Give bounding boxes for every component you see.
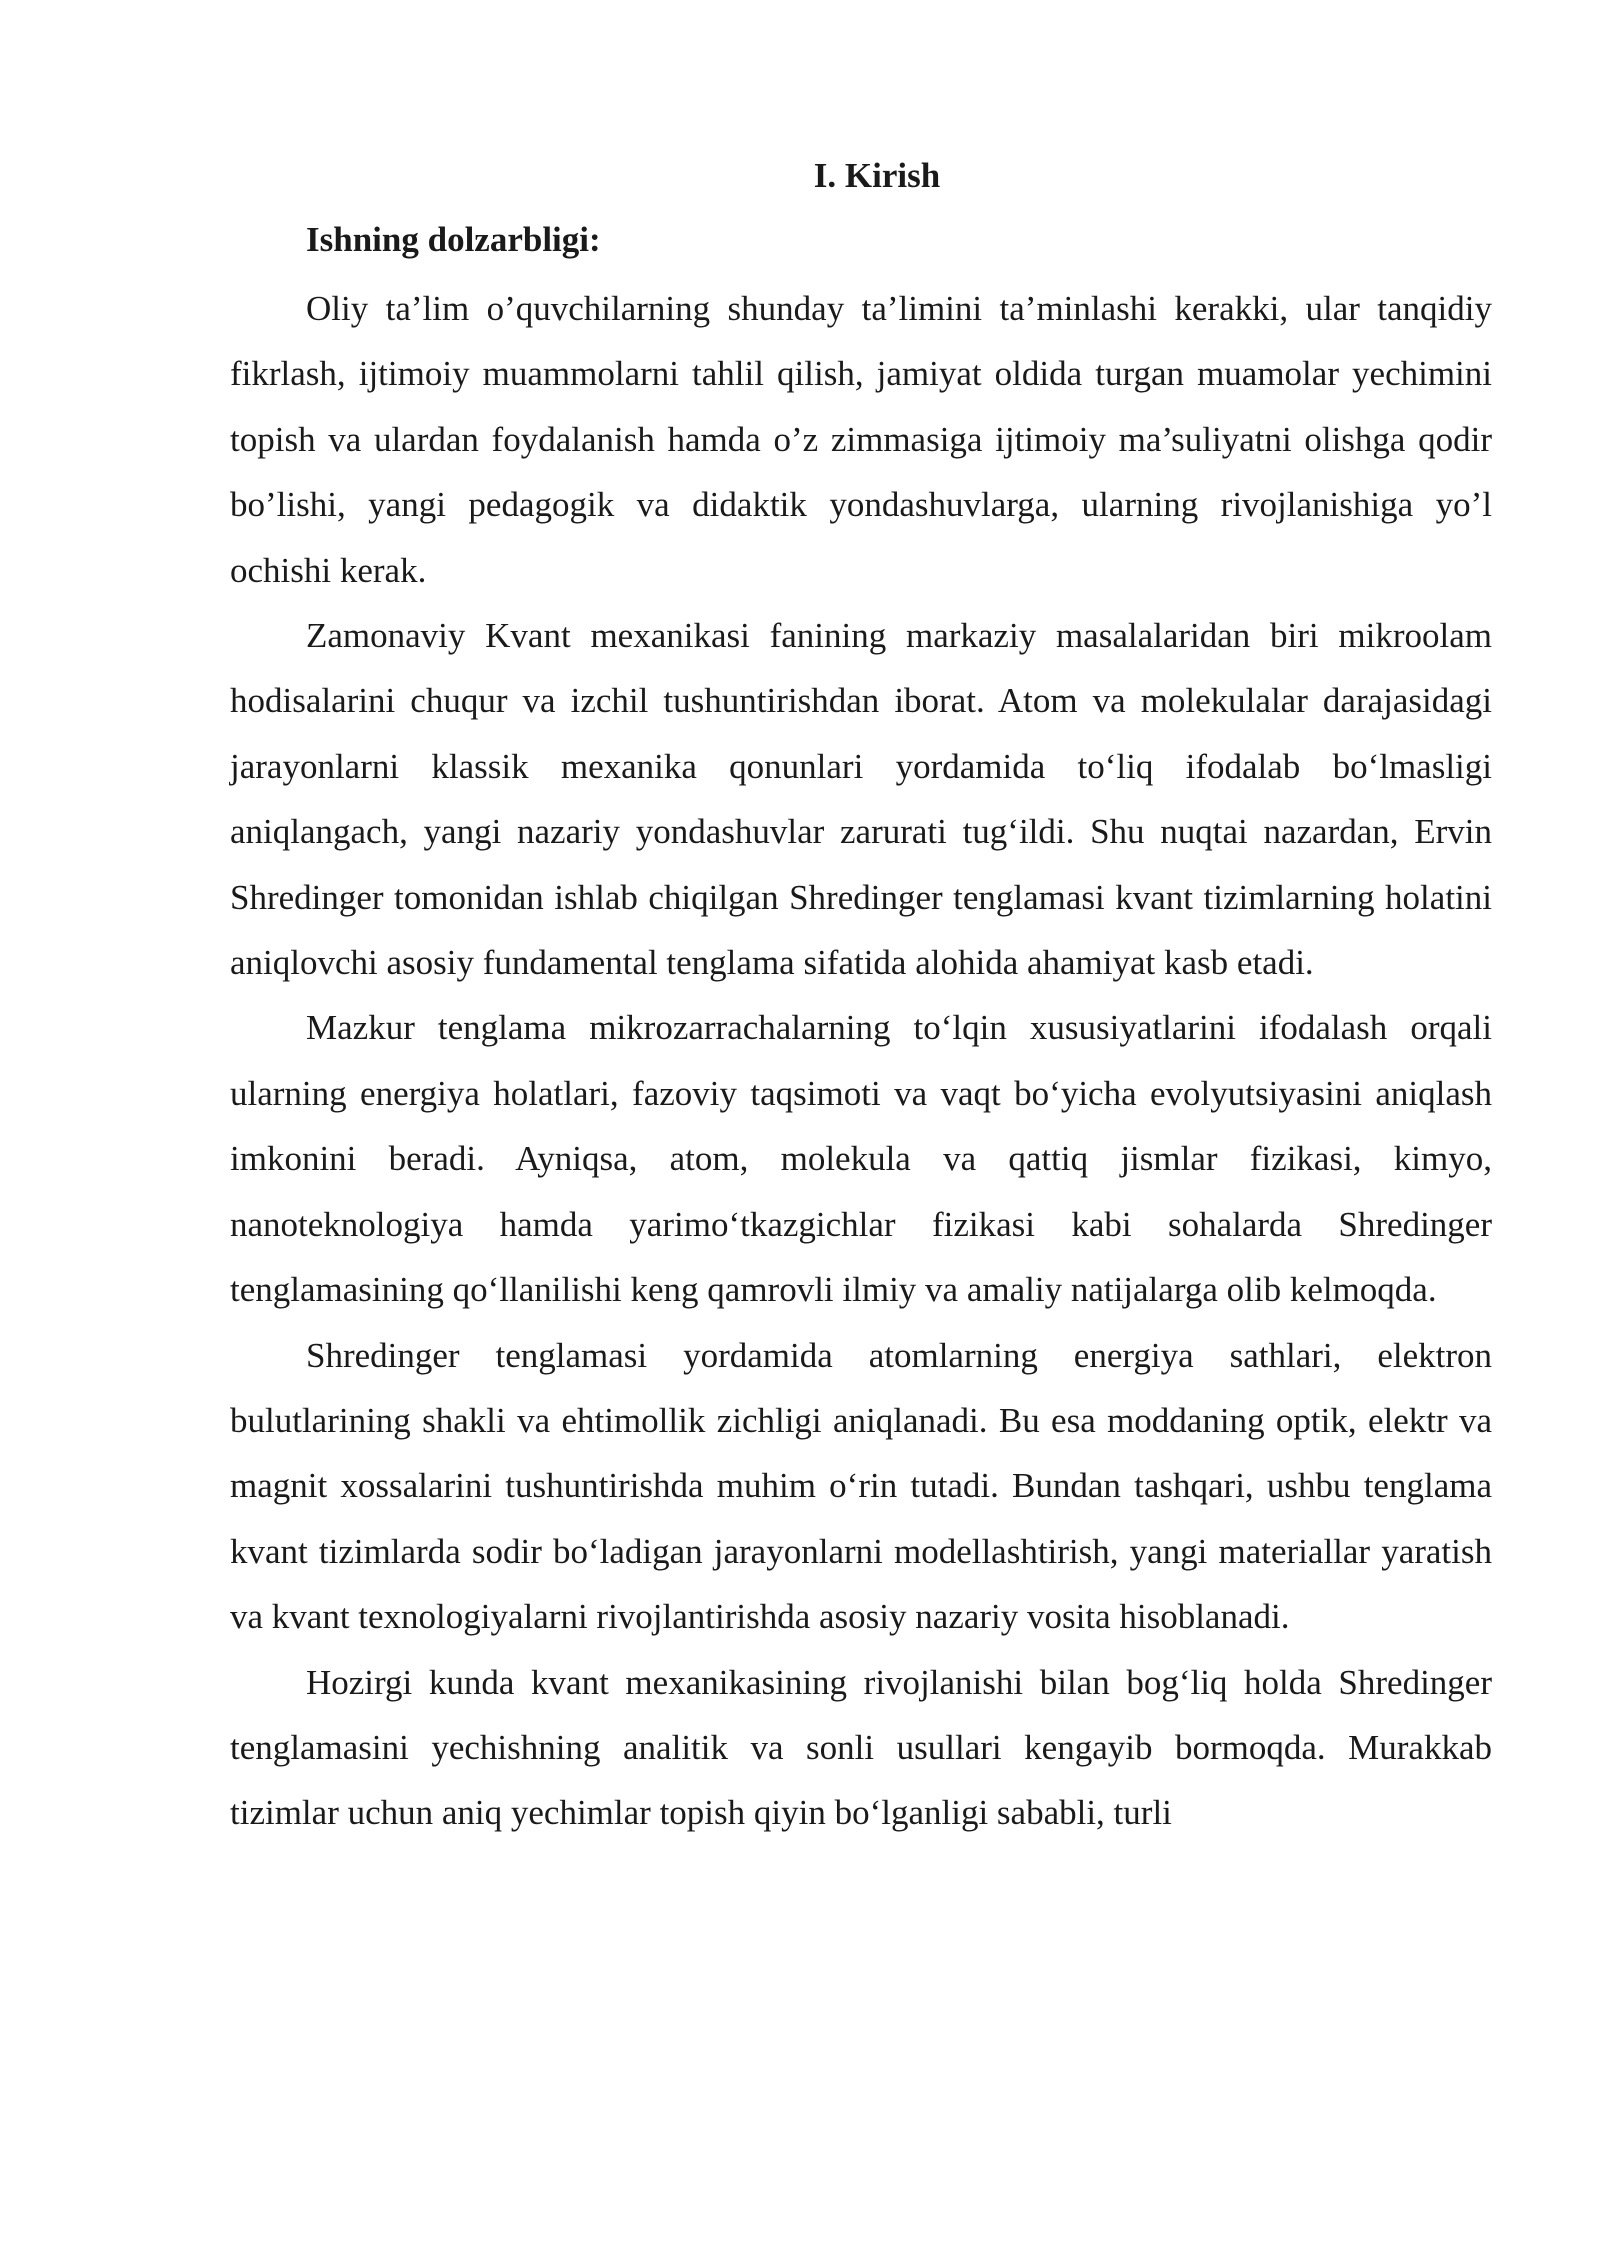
subsection-heading: Ishning dolzarbligi: (306, 220, 601, 259)
paragraph-5: Hozirgi kunda kvant mexanikasining rivojlanishi bilan bog‘liq holda Shredinger tenglamasini yechishning analitik va sonli usullari kengayib bormoqda. Murakkab tizimlar uchun aniq yechimlar topish qiyin bo‘lganligi sababli, turli (230, 1662, 1492, 1833)
document-page (230, 148, 1492, 1846)
paragraph-4: Shredinger tenglamasi yordamida atomlarning energiya sathlari, elektron bulutlarining shakli va ehtimollik zichligi aniqlanadi. Bu esa moddaning optik, elektr va magnit xossalarini tushuntirishda muhim o‘rin tutadi. Bundan tashqari, ushbu tenglama kvant tizimlarda sodir bo‘ladigan jarayonlarni modellashtirish, yangi materiallar yaratish va kvant texnologiyalarni rivojlantirishda asosiy nazariy vosita hisoblanadi. (230, 1335, 1492, 1637)
paragraph-3: Mazkur tenglama mikrozarrachalarning to‘lqin xususiyatlarini ifodalash orqali ularning energiya holatlari, fazoviy taqsimoti va vaqt bo‘yicha evolyutsiyasini aniqlash imkonini beradi. Ayniqsa, atom, molekula va qattiq jismlar fizikasi, kimyo, nanoteknologiya hamda yarimo‘tkazgichlar fizikasi kabi sohalarda Shredinger tenglamasining qo‘llanilishi keng qamrovli ilmiy va amaliy natijalarga olib kelmoqda. (230, 1008, 1492, 1310)
paragraph-1: Oliy ta’lim o’quvchilarning shunday ta’limini ta’minlashi kerakki, ular tanqidiy fikrlash, ijtimoiy muammolarni tahlil qilish, jamiyat oldida turgan muamolar yechimini topish va ulardan foydalanish hamda o’z zimmasiga ijtimoiy ma’suliyatni olishga qodir bo’lishi, yangi pedagogik va didaktik yondashuvlarga, ularning rivojlanishiga yo’l ochishi kerak. (230, 289, 1492, 590)
paragraph-2: Zamonaviy Kvant mexanikasi fanining markaziy masalalaridan biri mikroolam hodisalarini chuqur va izchil tushuntirishdan iborat. Atom va molekulalar darajasidagi jarayonlarni klassik mexanika qonunlari yordamida to‘liq ifodalab bo‘lmasligi aniqlangach, yangi nazariy yondashuvlar zarurati tug‘ildi. Shu nuqtai nazardan, Ervin Shredinger tomonidan ishlab chiqilgan Shredinger tenglamasi kvant tizimlarning holatini aniqlovchi asosiy fundamental tenglama sifatida alohida ahamiyat kasb etadi. (230, 616, 1492, 983)
section-heading: I. Kirish (813, 156, 941, 195)
